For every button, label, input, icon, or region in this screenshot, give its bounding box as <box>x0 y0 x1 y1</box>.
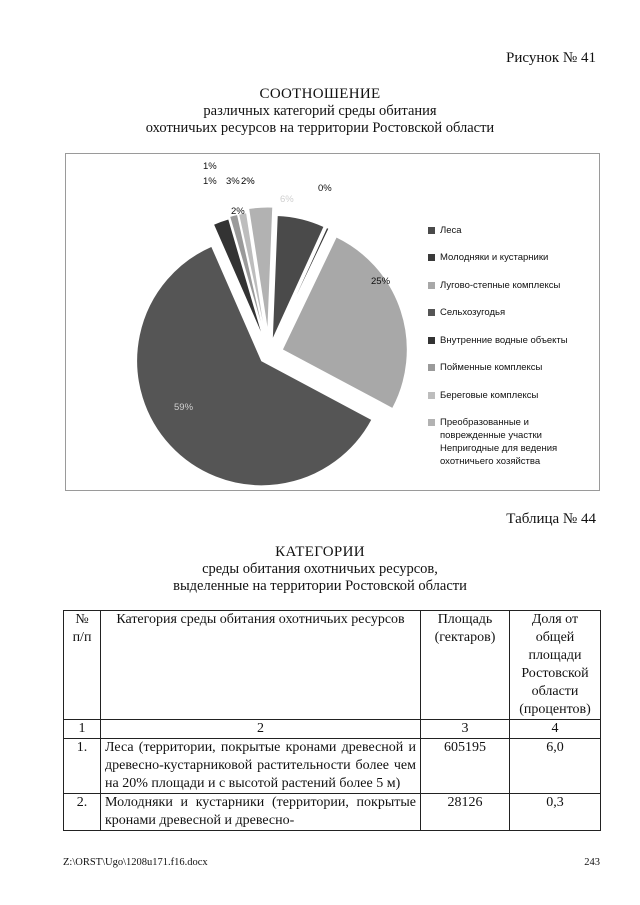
slice-data-label: 6% <box>280 194 294 205</box>
table-row <box>64 739 601 794</box>
slice-data-label: 1% <box>203 161 217 172</box>
figure-label: Рисунок № 41 <box>506 50 596 66</box>
legend-swatch <box>428 227 435 234</box>
table-title-line3: выделенные на территории Ростовской области <box>173 578 467 594</box>
legend-swatch <box>428 392 435 399</box>
legend-label: Внутренние водные объекты <box>440 335 568 346</box>
slice-data-label: 2% <box>231 206 245 217</box>
legend-label: Пойменные комплексы <box>440 362 543 373</box>
legend-label: Сельхозугодья <box>440 307 506 318</box>
col-number: 4 <box>510 720 601 739</box>
row-no: 1. <box>64 739 101 794</box>
footer-file-path: Z:\ORST\Ugo\1208u171.f16.docx <box>63 857 208 868</box>
row-area: 28126 <box>421 794 510 831</box>
table-header-row <box>64 611 601 720</box>
header-category: Категория среды обитания охотничьих ресурсов <box>101 611 421 720</box>
slice-data-label: 0% <box>318 183 332 194</box>
chart-title-line2: различных категорий среды обитания <box>203 103 437 119</box>
chart-title <box>0 86 640 137</box>
legend-label: Лугово-степные комплексы <box>440 280 561 291</box>
table-row <box>64 794 601 831</box>
slice-data-label: 59% <box>174 402 194 413</box>
categories-table <box>63 610 601 831</box>
table-column-numbers-row <box>64 720 601 739</box>
chart-title-line1: СООТНОШЕНИЕ <box>259 86 381 102</box>
row-area: 605195 <box>421 739 510 794</box>
header-share: Доля от общей площади Ростовской области (процентов) <box>510 611 601 720</box>
header-area: Площадь (гектаров) <box>421 611 510 720</box>
legend-swatch <box>428 337 435 344</box>
header-no: № п/п <box>64 611 101 720</box>
legend-label: Леса <box>440 225 462 236</box>
col-number: 3 <box>421 720 510 739</box>
legend-swatch <box>428 419 435 426</box>
slice-data-label: 2% <box>241 176 255 187</box>
chart-title-line3: охотничьих ресурсов на территории Ростовской области <box>145 120 495 136</box>
pie-chart <box>65 153 600 491</box>
legend-swatch <box>428 254 435 261</box>
legend-swatch <box>428 364 435 371</box>
slice-data-label: 1% <box>203 176 217 187</box>
table-label: Таблица № 44 <box>506 511 596 527</box>
table-title-line2: среды обитания охотничьих ресурсов, <box>202 561 438 577</box>
slice-data-label: 3% <box>226 176 240 187</box>
row-category: Леса (территории, покрытые кронами древесной и древесно-кустарниковой растительности более чем на 20% площади и с высотой растений более 5 м) <box>101 739 421 794</box>
slice-data-label: 25% <box>371 276 391 287</box>
legend-label: Береговые комплексы <box>440 390 539 401</box>
row-share: 0,3 <box>510 794 601 831</box>
row-no: 2. <box>64 794 101 831</box>
legend-swatch <box>428 309 435 316</box>
legend-swatch <box>428 282 435 289</box>
col-number: 1 <box>64 720 101 739</box>
legend-label: Преобразованные и поврежденные участки Непригодные для ведения охотничьего хозяйства <box>440 417 558 467</box>
col-number: 2 <box>101 720 421 739</box>
table-title <box>0 544 640 595</box>
row-category: Молодняки и кустарники (территории, покрытые кронами древесной и древесно- <box>101 794 421 831</box>
table-title-line1: КАТЕГОРИИ <box>275 544 365 560</box>
legend-label: Молодняки и кустарники <box>440 252 549 263</box>
footer-page-number: 243 <box>584 857 600 868</box>
row-share: 6,0 <box>510 739 601 794</box>
